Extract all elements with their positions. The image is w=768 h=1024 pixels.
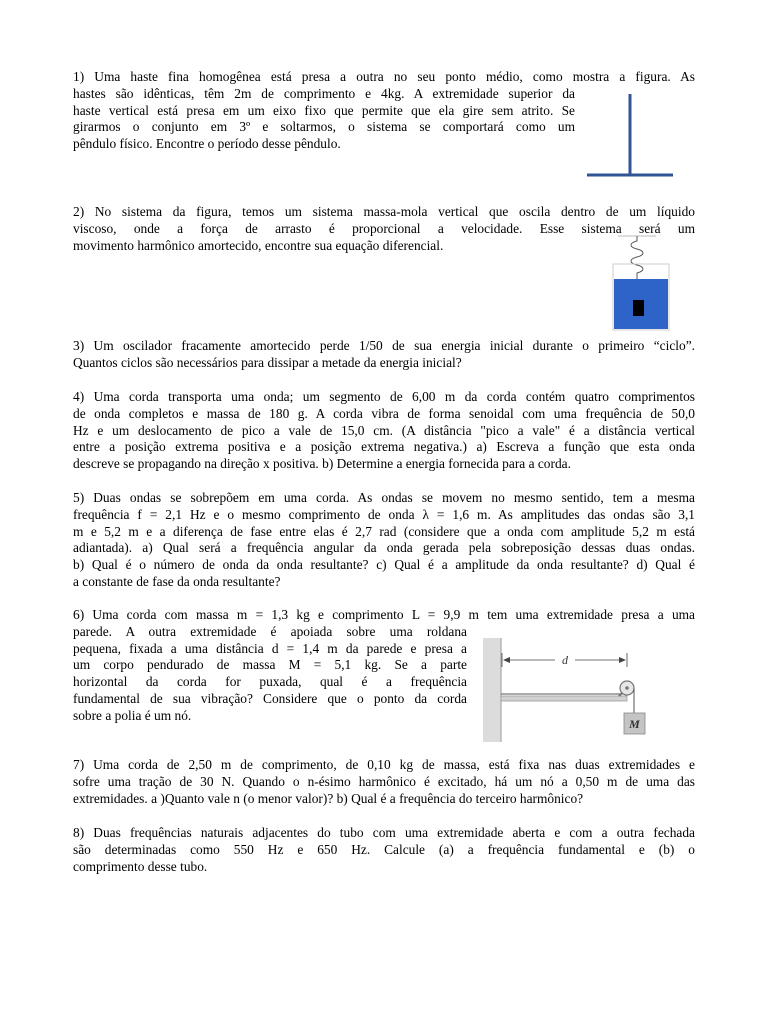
question-4-line: de onda completos e massa de 180 g. A corda vibra de forma senoidal com uma frequência de 50,0 [73,405,695,421]
question-7-line: 7) Uma corda de 2,50 m de comprimento, de 0,10 kg de massa, está fixa nas duas extremidades e [73,757,695,772]
pulley-axle [625,686,629,690]
question-5-line: m e 5,2 m e a diferença de fase entre elas é 2,7 rad (considere que a onda com amplitude 5,2 m está [73,523,695,539]
question-4-line: Hz e um deslocamento de pico a vale de 15,0 cm. (A distância "pico a vale" é a distância vertical [73,422,695,438]
question-6-line: 6) Uma corda com massa m = 1,3 kg e comprimento L = 9,9 m tem uma extremidade presa a uma [73,607,695,622]
question-7-line: sofre uma tração de 30 N. Quando o n-ésimo harmônico é excitado, há um nó a 0,50 m de uma das [73,773,695,789]
question-3-line: Quantos ciclos são necessários para dissipar a metade da energia inicial? [73,354,462,370]
arrow-right-icon [619,657,626,663]
question-1-line: haste vertical está presa em um eixo fixo que permite que ela gire sem atrito. Se [73,102,575,118]
mass-label: M [629,717,640,731]
question-5-line: a constante de fase da onda resultante? [73,573,281,589]
question-1-line: pêndulo físico. Encontre o período desse pêndulo. [73,136,341,152]
horizontal-bar [501,696,627,701]
question-1-line: girarmos o conjunto em 3º e soltarmos, o sistema se comportará como um [73,119,575,135]
question-4-line: 4) Uma corda transporta uma onda; um segmento de 6,00 m da corda contém quatro comprimentos [73,389,695,404]
arrow-left-icon [503,657,510,663]
mass-spring-figure [610,234,672,332]
question-8-line: comprimento desse tubo. [73,858,208,874]
wall [483,638,501,742]
distance-label: d [562,653,568,667]
question-1-line: 1) Uma haste fina homogênea está presa a outra no seu ponto médio, como mostra a figura. As [73,69,695,84]
question-5-line: 5) Duas ondas se sobrepõem em uma corda. As ondas se movem no mesmo sentido, tem a mesma [73,490,695,505]
question-8-line: são determinadas como 550 Hz e 650 Hz. Calcule (a) a frequência fundamental e (b) o [73,841,695,857]
question-3 [73,338,695,372]
question-6-line: horizontal da corda for puxada, qual é a frequência [73,674,467,690]
mass-block [633,300,644,316]
question-6-line: sobre a polia é um nó. [73,707,192,723]
question-8 [73,825,695,875]
question-7-line: extremidades. a )Quanto vale n (o menor valor)? b) Qual é a frequência do terceiro harmônico? [73,790,584,806]
question-5-line: b) Qual é o número de onda da onda resultante? c) Qual é a amplitude da onda resultante? d) Qual é [73,557,695,573]
question-2-line: movimento harmônico amortecido, encontre sua equação diferencial. [73,237,444,253]
question-1-line: hastes são idênticas, têm 2m de comprimento e 4kg. A extremidade superior da [73,85,575,101]
question-4-line: descreve se propagando na direção x positiva. b) Determine a energia fornecida para a corda. [73,456,571,472]
question-2-line: viscoso, onde a força de arrasto é proporcional a velocidade. Esse sistema será um [73,220,695,236]
question-2 [73,204,695,254]
question-4 [73,389,695,473]
question-5-line: adiantada). a) Qual será a frequência angular da onda gerada pela sobreposição dessas duas ondas. [73,540,695,556]
question-4-line: entre a posição extrema positiva e a posição extrema negativa.) a) Escreva a função que esta onda [73,439,695,455]
question-6-line: pequena, fixada a uma distância d = 1,4 m da parede e presa a [73,640,467,656]
question-6-line: parede. A outra extremidade é apoiada sobre uma roldana [73,623,467,639]
question-6-line: um corpo pendurado de massa M = 5,1 kg. Se a parte [73,657,467,673]
question-7 [73,757,695,807]
question-5-line: frequência f = 2,1 Hz e o mesmo comprimento de onda λ = 1,6 m. As amplitudes das ondas são 3,1 [73,506,695,522]
question-6-line: fundamental de sua vibração? Considere que o ponto da corda [73,690,467,706]
question-5 [73,490,695,591]
question-8-line: 8) Duas frequências naturais adjacentes do tubo com uma extremidade aberta e com a outra fechada [73,825,695,840]
t-rod-figure [585,90,677,180]
question-3-line: 3) Um oscilador fracamente amortecido perde 1/50 de sua energia inicial durante o primeiro “ciclo”. [73,338,695,353]
question-2-line: 2) No sistema da figura, temos um sistema massa-mola vertical que oscila dentro de um líquido [73,204,695,219]
pulley-figure [483,636,683,744]
